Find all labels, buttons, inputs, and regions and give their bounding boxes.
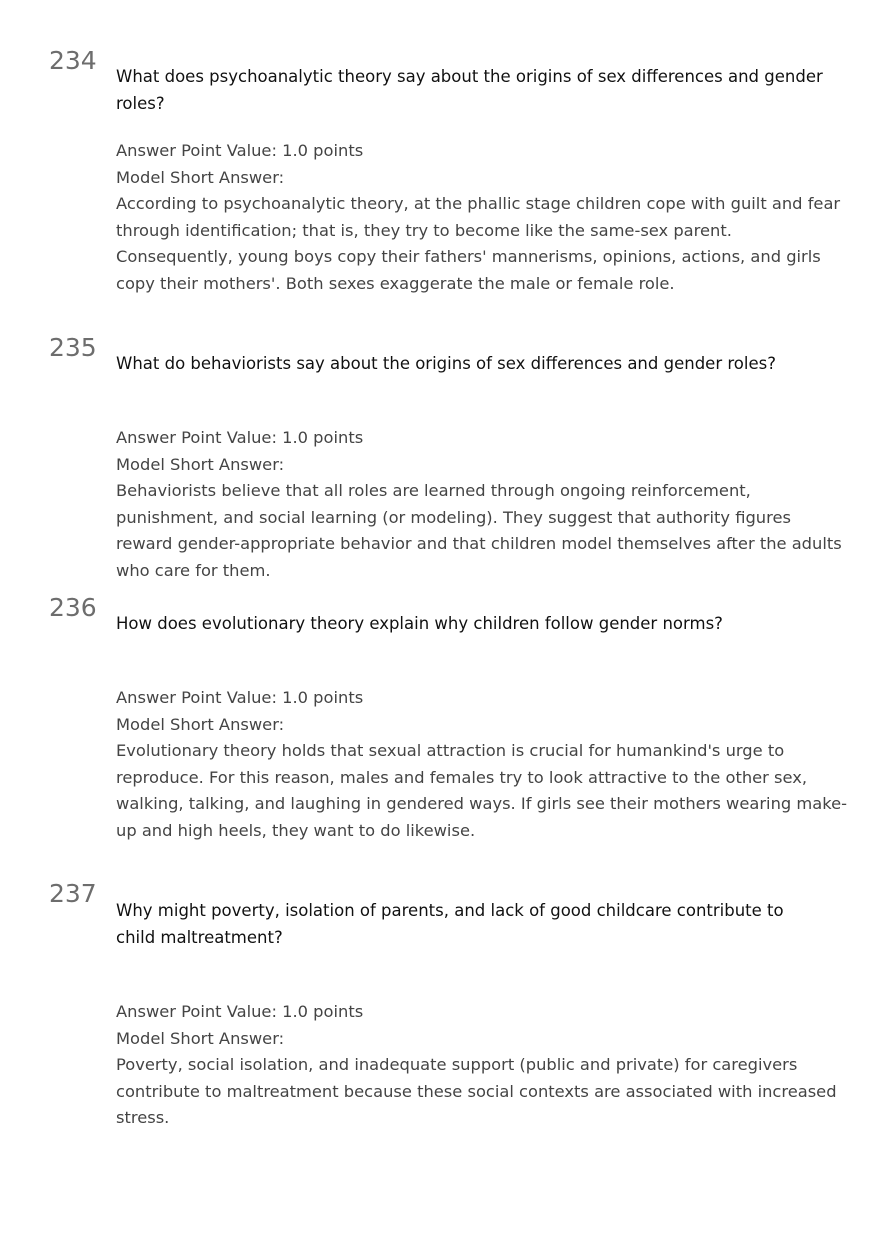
answer-point-value: Answer Point Value: 1.0 points bbox=[116, 428, 364, 447]
answer-block bbox=[116, 999, 851, 1132]
model-answer-text: Behaviorists believe that all roles are learned through ongoing reinforcement, punishment, and social learning (or modeling). They suggest that authority figures reward gender-appropriate behavior and that children model themselves after the adults who care for them. bbox=[116, 481, 842, 580]
model-answer-label: Model Short Answer: bbox=[116, 167, 285, 187]
question-text: Why might poverty, isolation of parents, and lack of good childcare contribute to child maltreatment? bbox=[116, 901, 784, 947]
question-number: 236 bbox=[49, 593, 97, 622]
question-text: How does evolutionary theory explain why children follow gender norms? bbox=[116, 614, 723, 633]
question-text: What do behaviorists say about the origins of sex differences and gender roles? bbox=[116, 354, 776, 373]
question-number: 237 bbox=[49, 879, 97, 908]
answer-point-value: Answer Point Value: 1.0 points bbox=[116, 688, 364, 707]
model-answer-text: Evolutionary theory holds that sexual attraction is crucial for humankind's urge to reproduce. For this reason, males and females try to look attractive to the other sex, walking, talking, and laughing in gendered ways. If girls see their mothers wearing make-up and high heels, they want to do likewise. bbox=[116, 741, 847, 840]
model-answer-label: Model Short Answer: bbox=[116, 454, 285, 474]
question-number: 234 bbox=[49, 46, 97, 75]
model-answer-text: Poverty, social isolation, and inadequate support (public and private) for caregivers contribute to maltreatment because these social contexts are associated with increased stress. bbox=[116, 1055, 837, 1128]
question-number: 235 bbox=[49, 333, 97, 362]
answer-block bbox=[116, 685, 851, 845]
question-text: What does psychoanalytic theory say about the origins of sex differences and gender roles? bbox=[116, 67, 823, 113]
answer-block bbox=[116, 138, 851, 298]
answer-point-value: Answer Point Value: 1.0 points bbox=[116, 1002, 364, 1021]
answer-block bbox=[116, 425, 851, 585]
answer-point-value: Answer Point Value: 1.0 points bbox=[116, 141, 364, 160]
model-answer-label: Model Short Answer: bbox=[116, 714, 285, 734]
model-answer-text: According to psychoanalytic theory, at the phallic stage children cope with guilt and fear through identification; that is, they try to become like the same-sex parent. Consequently, young boys copy their fathers' mannerisms, opinions, actions, and girls copy their mothers'. Both sexes exaggerate the male or female role. bbox=[116, 194, 841, 293]
model-answer-label: Model Short Answer: bbox=[116, 1028, 285, 1048]
